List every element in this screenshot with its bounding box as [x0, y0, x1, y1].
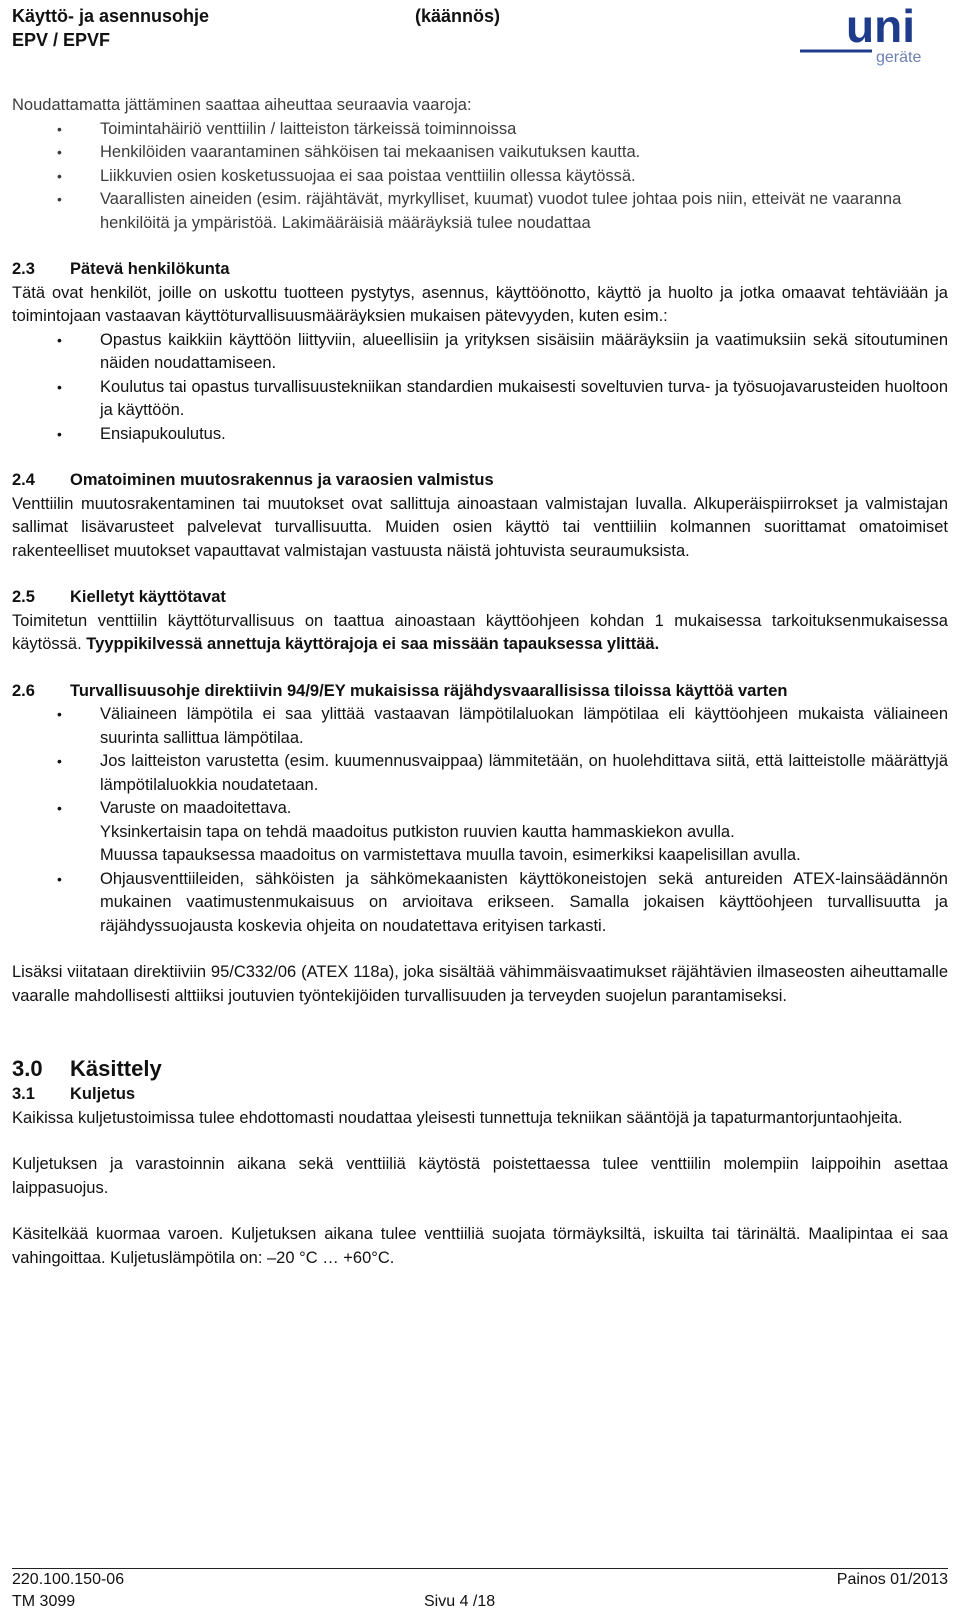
list-item: • Jos laitteiston varustetta (esim. kuumennusvaippaa) lämmitetään, on huolehdittava siitä, että laitteistolle määrättyjä lämpötilaluokkia noudatetaan.	[12, 750, 948, 797]
section-2-3-text: Tätä ovat henkilöt, joille on uskottu tuotteen pystytys, asennus, käyttöönotto, käyttö ja huolto ja jotka omaavat tehtäviään ja toimintojaan vastaavan käyttöturvallisuusmääräyksien mukaisen pätevyyden, kuten esim.:	[12, 283, 948, 325]
list-item: • Ohjausventtiileiden, sähköisten ja sähkömekaanisten käyttökoneistojen sekä antureiden ATEX-lainsäädännön mukainen vaatimustenmukaisuus on arvioitava erikseen. Samalla jokaisen käyttöohjeen turvallisuutta ja räjähdyssuojausta koskevia ohjeita on noudatettava erityisen tarkasti.	[12, 868, 948, 939]
list-item	[12, 797, 948, 868]
section-number: 3.0	[12, 1056, 43, 1081]
logo-subtext: geräte	[876, 49, 922, 66]
section-2-4-text: Venttiilin muutosrakentaminen tai muutokset ovat sallittuja ainoastaan valmistajan luvalla. Alkuperäispiirrokset ja valmistajan sallimat lisävarusteet palvelevat turvallisuutta. Muiden osien käyttö tai venttiiliin kolmannen suorittamat omatoimiset rakenteelliset muutokset vapauttavat valmistajan vastuusta näistä johtuvista seuraumuksista.	[12, 494, 948, 560]
section-title: Kuljetus	[70, 1085, 136, 1103]
section-3-1-paragraph-1: Kaikissa kuljetustoimissa tulee ehdottomasti noudattaa yleisesti tunnettuja tekniikan sääntöjä ja tapaturmantorjuntaohjeita.	[12, 1108, 903, 1127]
grounding-line-1: Yksinkertaisin tapa on tehdä maadoitus putkiston ruuvien kautta hammaskiekon avulla.	[100, 822, 735, 841]
list-item-text: • Varuste on maadoitettava.	[100, 799, 292, 817]
section-2-5-heading	[12, 586, 948, 610]
footer-doc-number: 220.100.150-06	[12, 1571, 125, 1588]
section-title: Käsittely	[70, 1056, 162, 1081]
section-title: Kielletyt käyttötavat	[70, 588, 226, 606]
list-item: • Toimintahäiriö venttiilin / laitteiston tärkeissä toiminnoissa	[12, 118, 948, 142]
risks-intro: Noudattamatta jättäminen saattaa aiheuttaa seuraavia vaaroja:	[12, 96, 472, 114]
section-3-1-paragraph-2: Kuljetuksen ja varastoinnin aikana sekä venttiiliä käytöstä poistettaessa tulee venttiilin molempiin laippoihin asettaa laippasuojus.	[12, 1155, 948, 1197]
section-2-6-note: Lisäksi viitataan direktiiviin 95/C332/06 (ATEX 118a), joka sisältää vähimmäisvaatimukset räjähtävien ilmaseosten aiheuttamalle vaaralle mahdollisesti alttiiksi joutuvien työntekijöiden turvallisuuden ja terveyden suojelun parantamiseksi.	[12, 963, 948, 1005]
section-2-6-heading	[12, 680, 948, 704]
grounding-line-2: Muussa tapauksessa maadoitus on varmistettava muulla tavoin, esimerkiksi kaapelisillan avulla.	[100, 846, 801, 864]
list-item: • Liikkuvien osien kosketussuojaa ei saa poistaa venttiilin ollessa käytössä.	[12, 165, 948, 189]
section-2-3-list	[12, 329, 948, 447]
footer-divider	[12, 1568, 948, 1569]
page-body	[12, 94, 948, 1270]
section-number: 2.6	[12, 681, 35, 700]
list-item: • Opastus kaikkiin käyttöön liittyviin, alueellisiin ja yrityksen sisäisiin määräyksiin ja vaatimuksiin sekä sitoutuminen näiden noudattamiseen.	[12, 329, 948, 376]
document-title-line2: EPV / EPVF	[12, 30, 111, 50]
list-item: • Väliaineen lämpötila ei saa ylittää vastaavan lämpötilaluokan lämpötilaa eli käyttöohjeen mukaista väliaineen suurinta sallittua lämpötilaa.	[12, 703, 948, 750]
list-item: • Koulutus tai opastus turvallisuustekniikan standardien mukaisesti soveltuvien turva- ja työsuojavarusteiden huoltoon ja käyttöön.	[12, 376, 948, 423]
footer-page-number: Sivu 4 /18	[424, 1593, 496, 1610]
list-item: • Vaarallisten aineiden (esim. räjähtävät, myrkylliset, kuumat) vuodot tulee johtaa pois niin, etteivät ne vaaranna henkilöitä ja ympäristöä. Lakimääräisiä määräyksiä tulee noudattaa	[12, 188, 948, 235]
section-2-4-heading	[12, 469, 948, 493]
uni-geraete-logo	[798, 2, 950, 66]
section-title: Omatoiminen muutosrakennus ja varaosien valmistus	[70, 471, 494, 489]
risks-block	[12, 94, 948, 235]
section-2-5-plain: Toimitetun venttiilin käyttöturvallisuus on taattua ainoastaan käyttöohjeen kohdan 1 mukaisessa tarkoituksenmukaisessa käytössä.	[12, 611, 948, 653]
section-2-5-text	[12, 610, 948, 657]
section-title: Pätevä henkilökunta	[70, 260, 230, 278]
section-3-1-paragraph-3: Käsitelkää kuormaa varoen. Kuljetuksen aikana tulee venttiiliä suojata törmäyksiltä, iskuilta tai tärinältä. Maalipintaa ei saa vahingoittaa. Kuljetuslämpötila on: –20 °C … +60°C.	[12, 1225, 948, 1267]
section-3-0-heading	[12, 1055, 948, 1083]
section-number: 2.3	[12, 260, 35, 278]
section-number: 3.1	[12, 1085, 35, 1103]
section-title: Turvallisuusohje direktiivin 94/9/EY mukaisissa räjähdysvaarallisissa tiloissa käyttöä varten	[70, 681, 788, 700]
section-number: 2.4	[12, 471, 35, 489]
logo-text: uni	[846, 2, 915, 52]
list-item: • Henkilöiden vaarantaminen sähköisen tai mekaanisen vaikutuksen kautta.	[12, 141, 948, 165]
translation-note: (käännös)	[415, 6, 501, 26]
section-2-5-bold: Tyyppikilvessä annettuja käyttörajoja ei saa missään tapauksessa ylittää.	[86, 635, 660, 653]
section-2-3-heading	[12, 258, 948, 282]
risks-list	[12, 118, 948, 236]
list-item: • Ensiapukoulutus.	[12, 423, 948, 447]
footer-tm: TM 3099	[12, 1593, 76, 1610]
document-title-line1: Käyttö- ja asennusohje	[12, 6, 210, 26]
document-title	[12, 4, 209, 52]
section-3-1-heading	[12, 1083, 948, 1107]
section-number: 2.5	[12, 588, 35, 606]
footer-edition: Painos 01/2013	[836, 1571, 948, 1588]
section-2-6-list	[12, 703, 948, 938]
